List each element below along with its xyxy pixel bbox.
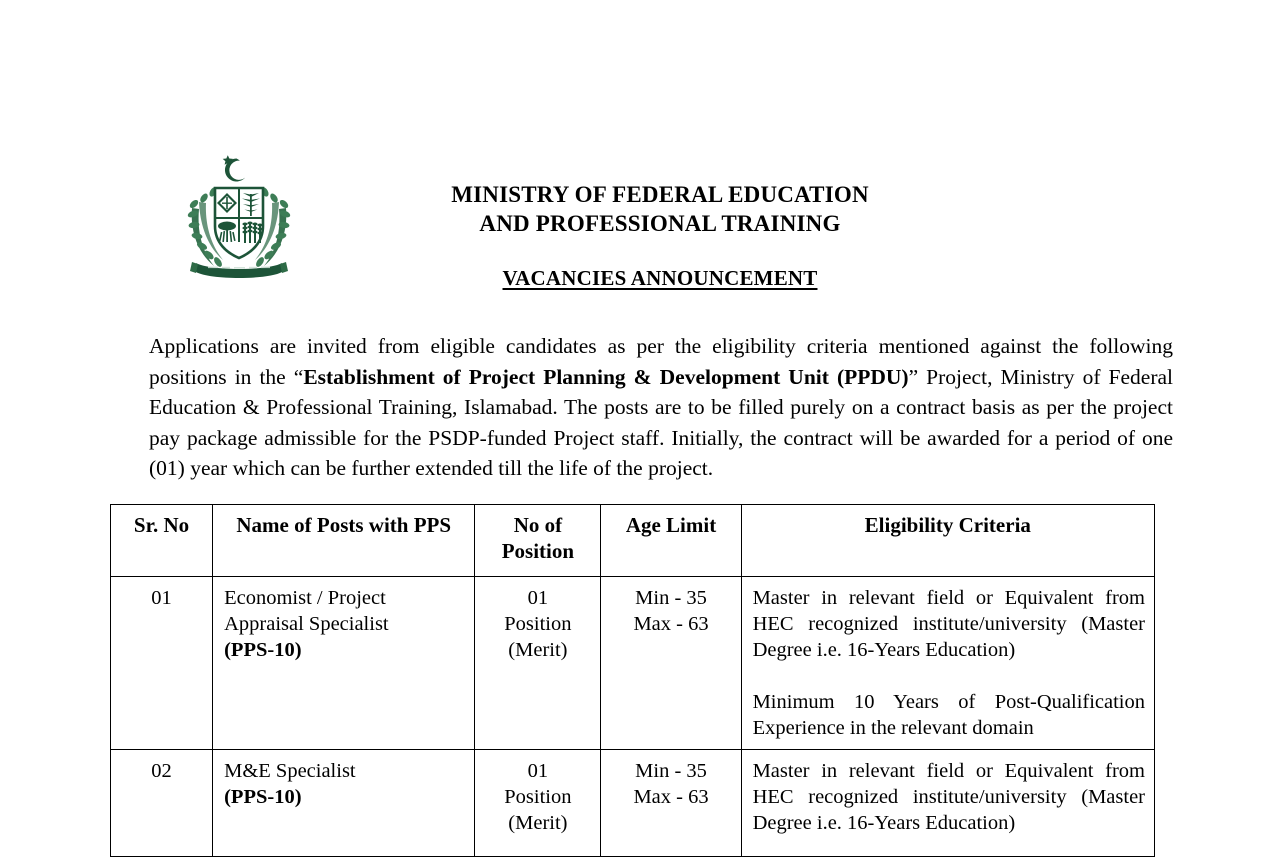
document-header xyxy=(0,152,1275,302)
table-row xyxy=(111,750,1155,857)
vacancies-table xyxy=(110,504,1155,857)
cell-sr-no: 02 xyxy=(111,750,213,857)
eligibility-paragraph-1: Master in relevant field or Equivalent from HEC recognized institute/university (Master Degree i.e. 16-Years Education) xyxy=(752,587,1145,661)
column-header-eligibility: Eligibility Criteria xyxy=(741,505,1154,577)
column-header-no-of-position: No of Position xyxy=(475,505,601,577)
ministry-title-line2: AND PROFESSIONAL TRAINING xyxy=(479,211,841,236)
eligibility-paragraph-1: Master in relevant field or Equivalent from HEC recognized institute/university (Master Degree i.e. 16-Years Education) xyxy=(752,760,1145,834)
age-min: Min - 35 xyxy=(635,587,707,609)
column-header-sr-no: Sr. No xyxy=(111,505,213,577)
cell-age-limit xyxy=(601,750,741,857)
position-count: 01 xyxy=(527,587,549,609)
age-max: Max - 63 xyxy=(633,786,709,808)
table-row xyxy=(111,577,1155,750)
post-pps: (PPS-10) xyxy=(224,639,302,661)
project-name-bold: Establishment of Project Planning & Development Unit (PPDU) xyxy=(303,364,909,389)
ministry-title-line1: MINISTRY OF FEDERAL EDUCATION xyxy=(451,182,869,207)
announcement-title: VACANCIES ANNOUNCEMENT xyxy=(502,266,818,290)
cell-post-name xyxy=(213,750,475,857)
table-header-row xyxy=(111,505,1155,577)
eligibility-paragraph-2: Minimum 10 Years of Post-Qualification Experience in the relevant domain xyxy=(752,691,1145,739)
position-merit: (Merit) xyxy=(508,639,568,661)
age-min: Min - 35 xyxy=(635,760,707,782)
intro-text-part2: ” Project, Ministry of Federal Education & Professional Training, Islamabad. The posts are to be filled purely on a contract basis as per the project pay package admissible for the PSDP-funded Project staff. Initially, the contract will be awarded for a period of one (01) year which can be further extended till the life of the project. xyxy=(149,364,1174,481)
position-word: Position xyxy=(504,786,572,808)
cell-no-of-position xyxy=(475,577,601,750)
intro-paragraph xyxy=(149,331,1173,484)
post-pps: (PPS-10) xyxy=(224,786,302,808)
cell-age-limit xyxy=(601,577,741,750)
pakistan-state-emblem-icon xyxy=(178,152,300,284)
cell-no-of-position xyxy=(475,750,601,857)
position-merit: (Merit) xyxy=(508,812,568,834)
title-group xyxy=(330,180,990,291)
cell-post-name xyxy=(213,577,475,750)
post-title: M&E Specialist xyxy=(224,760,356,782)
post-title: Economist / Project Appraisal Specialist xyxy=(224,587,389,635)
column-header-age-limit: Age Limit xyxy=(601,505,741,577)
cell-eligibility xyxy=(741,577,1154,750)
cell-sr-no: 01 xyxy=(111,577,213,750)
position-word: Position xyxy=(504,613,572,635)
intro-text-part1: Applications are invited from eligible candidates as per the eligibility criteria mentioned against the following positions in the “ xyxy=(149,334,1173,389)
age-max: Max - 63 xyxy=(633,613,709,635)
cell-eligibility xyxy=(741,750,1154,857)
column-header-post-name: Name of Posts with PPS xyxy=(213,505,475,577)
position-count: 01 xyxy=(527,760,549,782)
